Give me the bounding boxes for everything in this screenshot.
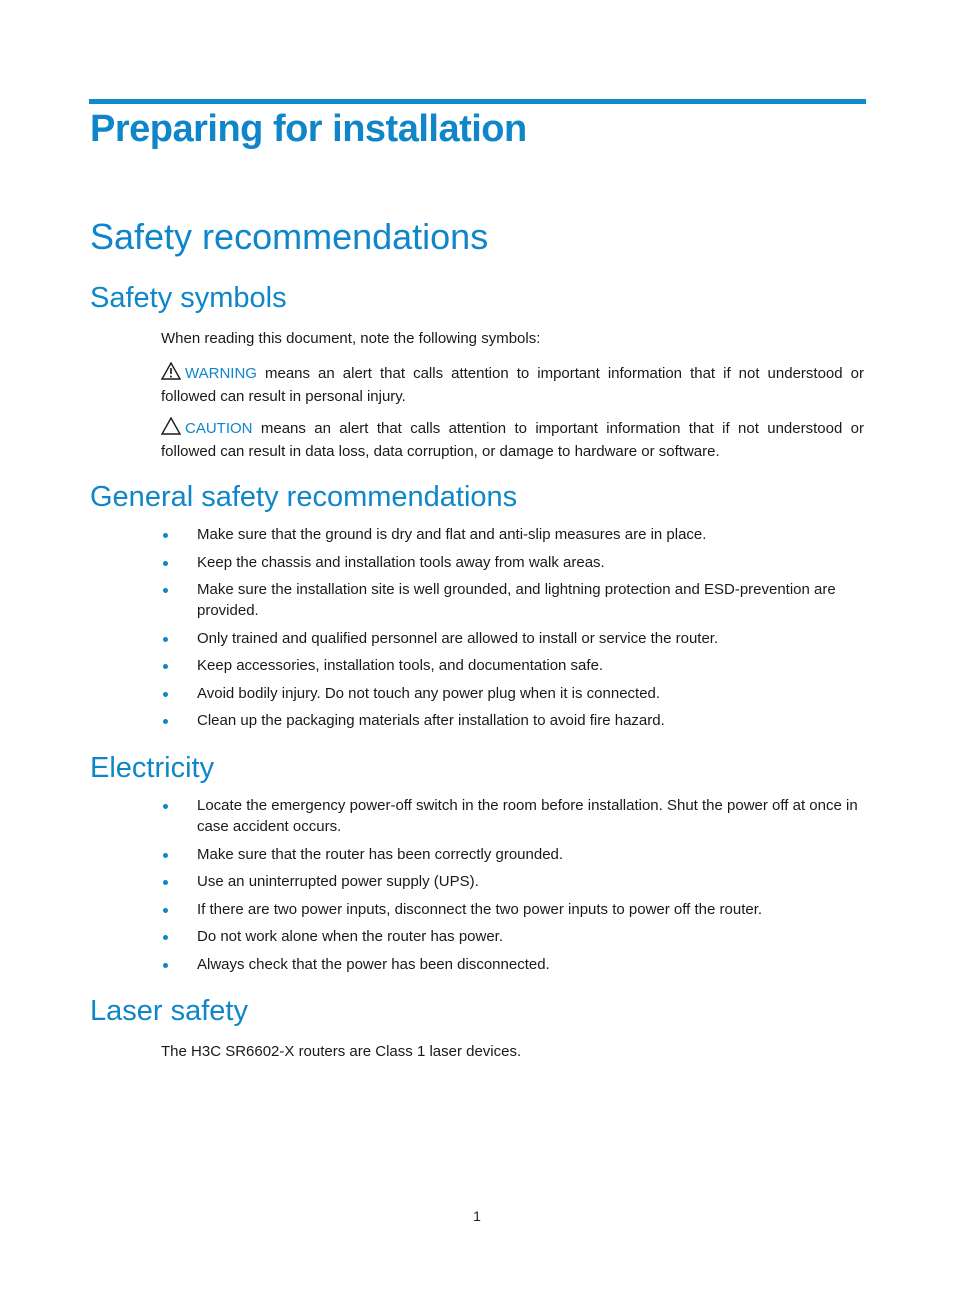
bullet-icon — [163, 804, 168, 809]
list-item-text: Use an uninterrupted power supply (UPS). — [197, 873, 479, 890]
bullet-icon — [163, 637, 168, 642]
heading-laser-safety: Laser safety — [90, 995, 248, 1027]
page-number: 1 — [473, 1208, 481, 1224]
bullet-icon — [163, 935, 168, 940]
laser-text: The H3C SR6602-X routers are Class 1 laser devices. — [161, 1043, 522, 1060]
list-item-text: Only trained and qualified personnel are allowed to install or service the router. — [197, 629, 719, 647]
bullet-icon — [163, 692, 168, 697]
list-item-text: Locate the emergency power-off switch in the room before installation. Shut the power off at once in case accident occurs. — [197, 797, 858, 835]
list-item — [161, 710, 864, 731]
bullet-icon — [163, 908, 168, 913]
bullet-icon — [163, 588, 168, 593]
list-item-text: Avoid bodily injury. Do not touch any power plug when it is connected. — [197, 684, 661, 702]
list-item — [161, 871, 864, 892]
list-item — [161, 524, 864, 545]
list-item — [161, 844, 864, 865]
list-item — [161, 683, 864, 704]
warning-icon — [161, 362, 181, 386]
list-item-text: Make sure that the ground is dry and flat and anti-slip measures are in place. — [197, 526, 707, 543]
list-item — [161, 954, 864, 975]
list-item — [161, 899, 864, 920]
bullet-icon — [163, 880, 168, 885]
safety-symbols-intro: When reading this document, note the following symbols: — [161, 330, 541, 347]
caution-paragraph — [161, 417, 864, 462]
caution-label: CAUTION — [185, 420, 253, 437]
bullet-icon — [163, 664, 168, 669]
bullet-icon — [163, 853, 168, 858]
list-item-text: Do not work alone when the router has power. — [197, 928, 504, 945]
list-item-text: Keep accessories, installation tools, and documentation safe. — [197, 657, 604, 674]
chapter-title: Preparing for installation — [90, 108, 527, 150]
electricity-list — [161, 795, 864, 981]
list-item — [161, 552, 864, 573]
bullet-icon — [163, 963, 168, 968]
warning-label: WARNING — [185, 365, 257, 382]
bullet-icon — [163, 719, 168, 724]
warning-paragraph — [161, 362, 864, 407]
caution-icon — [161, 417, 181, 441]
list-item — [161, 579, 864, 621]
section-title: Safety recommendations — [90, 216, 489, 257]
general-safety-list — [161, 524, 864, 738]
list-item — [161, 655, 864, 676]
chapter-rule — [89, 99, 866, 104]
caution-text: means an alert that calls attention to important information that if not understood or followed can result in data loss, data corruption, or damage to hardware or software. — [161, 420, 864, 460]
bullet-icon — [163, 533, 168, 538]
list-item-text: Make sure that the router has been correctly grounded. — [197, 845, 564, 863]
heading-electricity: Electricity — [90, 752, 215, 784]
list-item-text: Always check that the power has been disconnected. — [197, 955, 550, 973]
list-item-text: If there are two power inputs, disconnect the two power inputs to power off the router. — [197, 900, 763, 918]
list-item-text: Clean up the packaging materials after installation to avoid fire hazard. — [197, 712, 665, 729]
list-item — [161, 926, 864, 947]
list-item — [161, 795, 864, 837]
list-item — [161, 628, 864, 649]
warning-text: means an alert that calls attention to important information that if not understood or followed can result in personal injury. — [161, 365, 864, 405]
heading-safety-symbols: Safety symbols — [90, 282, 287, 314]
heading-general-safety: General safety recommendations — [90, 481, 518, 513]
list-item-text: Make sure the installation site is well grounded, and lightning protection and ESD-prevention are provided. — [197, 581, 836, 619]
list-item-text: Keep the chassis and installation tools away from walk areas. — [197, 553, 605, 571]
bullet-icon — [163, 561, 168, 566]
